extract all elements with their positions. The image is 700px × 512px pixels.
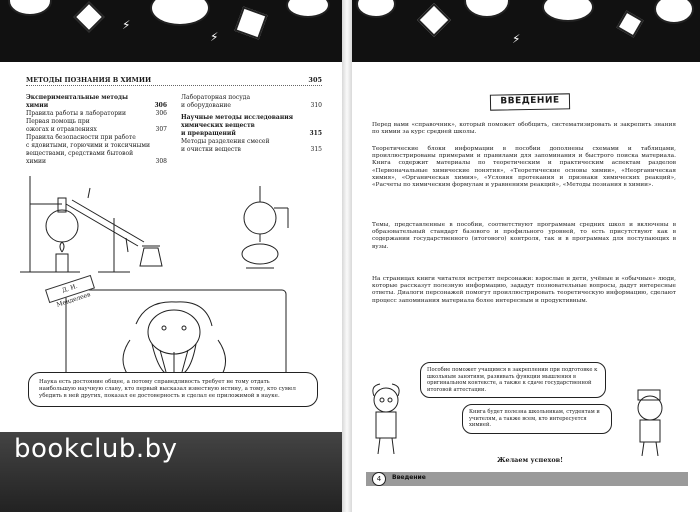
mendeleev-portrait-icon — [56, 280, 296, 380]
toc-row[interactable] — [26, 94, 167, 102]
page-number: 4 — [372, 472, 386, 486]
footer-section-label: Введение — [392, 474, 426, 481]
cloud-decoration — [542, 0, 594, 22]
toc-row-label: Лабораторная посуда — [181, 94, 251, 101]
cloud-decoration — [8, 0, 52, 16]
toc-row-label: химии — [26, 158, 47, 165]
toc-row-label: Первая помощь при — [26, 118, 90, 125]
cloud-decoration — [464, 0, 510, 18]
intro-title-badge — [490, 93, 570, 110]
toc-row[interactable] — [181, 114, 322, 122]
toc-row-page: 307 — [155, 126, 167, 133]
toc-row[interactable] — [26, 118, 167, 126]
closing-wish: Желаем успехов! — [496, 456, 564, 464]
toc-row-page: 306 — [155, 110, 167, 117]
intro-title: ВВЕДЕНИЕ — [500, 95, 560, 107]
toc-row-label: Методы разделения смесей — [181, 138, 270, 145]
toc-row[interactable] — [181, 94, 322, 102]
toc-row[interactable] — [26, 110, 167, 118]
toc-row[interactable] — [26, 102, 167, 110]
toc-row[interactable] — [26, 158, 167, 166]
top-comic-band-right — [352, 0, 700, 62]
toc-row-page: 310 — [310, 102, 322, 109]
cloud-decoration — [286, 0, 330, 18]
burst-decoration — [234, 6, 267, 39]
burst-decoration — [616, 10, 643, 37]
portrait-name-tag: Д. И. Менделеев — [45, 275, 95, 303]
toc-row-label: ожогах и отравлениях — [26, 126, 97, 133]
speech-bubble-2: Книга будет полезна школьникам, студентам и учителям, а также всем, кто интересуется химией. — [462, 404, 612, 434]
watermark-text: bookclub.by — [14, 434, 178, 464]
toc-row-label: Экспериментальные методы — [26, 94, 129, 101]
toc-row-page: 308 — [155, 158, 167, 165]
toc-row-label: химии — [26, 102, 49, 109]
speech-bubble-1: Пособие поможет учащимся в закреплении при подготовке к школьным занятиям, развивать функции мышления в оригинальном контексте, а также к сдаче государственной итоговой аттестации. — [420, 362, 606, 398]
toc-row-label: с ядовитыми, горючими и токсичными — [26, 142, 151, 149]
toc-row-page: 306 — [154, 102, 167, 109]
intro-paragraph: На страницах книги читателя встретят персонажи: взрослые и дети, учёные и «обычные» люди, которые рассказут полезную информацию, зададут позновательные вопросы, дадут интересные ответы. Диалоги персонажей помогут проиллюстрировать теоретическую информацию, сделают процесс запоминания материала более интересным и продуктивным. — [372, 276, 676, 304]
toc-row[interactable] — [181, 146, 322, 154]
toc-row-page: 315 — [309, 130, 322, 137]
toc-row[interactable] — [181, 130, 322, 138]
top-comic-band-left — [0, 0, 342, 62]
toc-row[interactable] — [181, 138, 322, 146]
table-of-contents — [26, 76, 322, 166]
burst-decoration — [73, 1, 104, 32]
toc-row[interactable] — [181, 122, 322, 130]
cloud-decoration — [654, 0, 694, 24]
burst-decoration — [417, 3, 451, 37]
toc-row[interactable] — [181, 102, 322, 110]
toc-row[interactable] — [26, 134, 167, 142]
lab-apparatus-illustration — [18, 168, 318, 278]
toc-row-page: 315 — [310, 146, 322, 153]
toc-row[interactable] — [26, 150, 167, 158]
toc-row-label: и оборудование — [181, 102, 231, 109]
intro-paragraph: Теоретические блоки информации в пособии дополнены схемами и таблицами, проиллюстрированы примерами и правилами для запоминания и быстрого поиска материала. Книга содержит материалы по теоретическим и практическим аспектам разделов «Первоначальные химические понятия», «Теоретические основы химии», «Неорганическая химия», «Органическая химия», «Условия протекания и признаки химических реакций», «Расчеты по химическим формулам и уравнениям реакций», «Методы познания в химии». — [372, 146, 676, 189]
toc-main-label: МЕТОДЫ ПОЗНАНИЯ В ХИМИИ — [26, 76, 152, 84]
lightning-icon: ⚡ — [122, 18, 131, 32]
toc-main-page: 305 — [308, 76, 322, 84]
toc-row-label: Научные методы исследования — [181, 114, 294, 121]
toc-row-label: Правила безопасности при работе — [26, 134, 136, 141]
mendeleev-portrait — [56, 280, 296, 380]
toc-column-1 — [26, 94, 167, 166]
toc-row-label: и превращений — [181, 130, 236, 137]
toc-main-entry[interactable] — [26, 76, 322, 86]
lightning-icon: ⚡ — [210, 30, 219, 44]
toc-row-label: и очистки веществ — [181, 146, 241, 153]
toc-row-label: Правила работы в лаборатории — [26, 110, 127, 117]
intro-paragraph: Темы, представленные в пособии, соответствуют программам средних школ и включены в образовательный стандарт базового и профильного уровней, то есть присутствуют как в содержании государственного (итогового) контроля, так и в программах для поступающих в вузы. — [372, 222, 676, 250]
quote-box: Наука есть достояние общее, а потому справедливость требует не тому отдать наибольшую научную славу, кто первый высказал известную истину, а тому, кто сумел убедить в ней других, показал ее достоверность и сделал ее приложимой в науке. — [28, 372, 318, 407]
intro-paragraph: Перед вами «справочник», который поможет обобщить, систематизировать и закрепить знания по химии за курс средней школы. — [372, 122, 676, 136]
toc-row[interactable] — [26, 126, 167, 134]
toc-row-label: веществами, средствами бытовой — [26, 150, 134, 157]
distillation-apparatus-icon — [18, 168, 318, 278]
toc-column-2 — [181, 94, 322, 166]
lightning-icon: ⚡ — [512, 32, 521, 46]
cloud-decoration — [150, 0, 210, 26]
toc-row-label: химических веществ — [181, 122, 255, 129]
cloud-decoration — [356, 0, 396, 18]
book-gutter — [342, 0, 352, 512]
toc-row[interactable] — [26, 142, 167, 150]
